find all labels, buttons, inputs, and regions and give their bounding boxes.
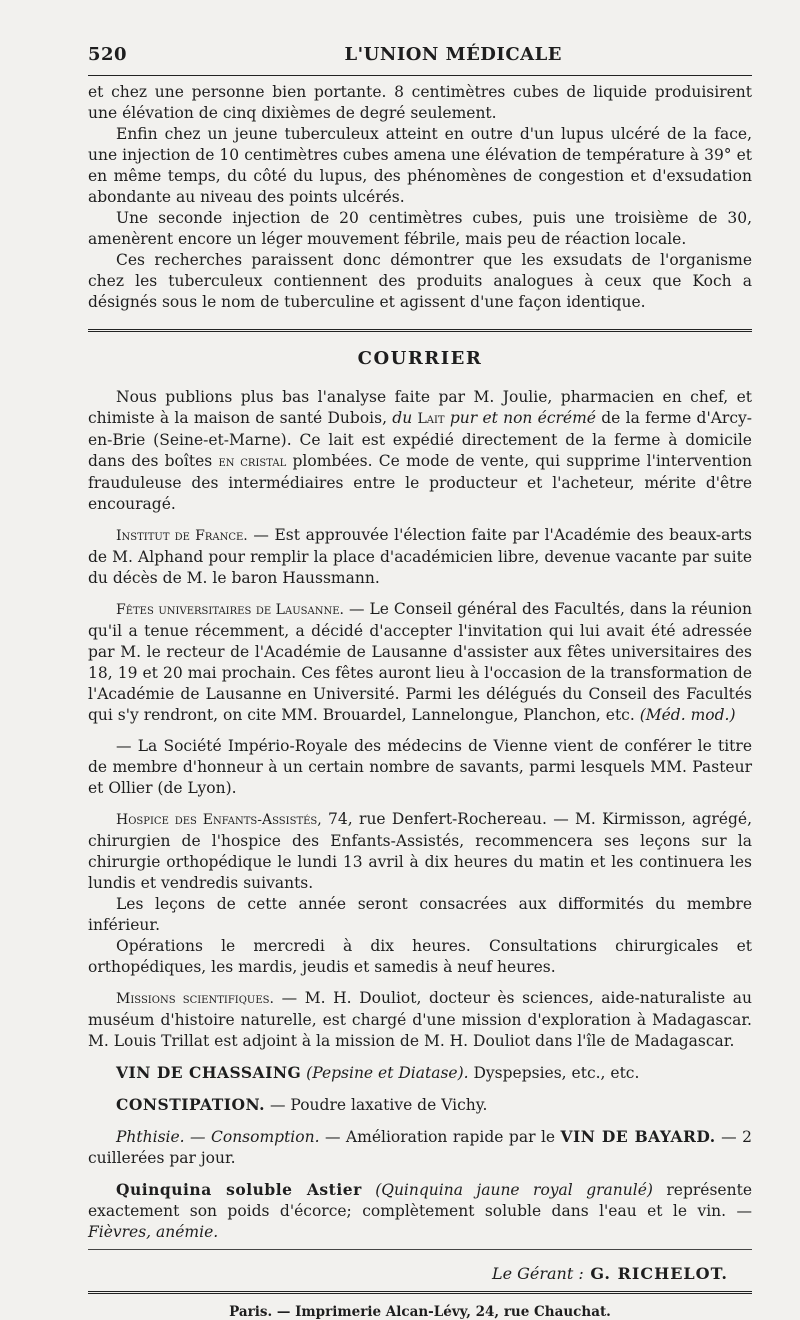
ad-brand: Quinquina soluble Astier	[116, 1180, 362, 1199]
separator-rule	[88, 1249, 752, 1250]
signature-name: G. RICHELOT.	[583, 1264, 728, 1283]
advertisement	[88, 1179, 752, 1243]
section-title: COURRIER	[357, 348, 483, 369]
text-run: Fièvres, anémie.	[88, 1223, 219, 1241]
running-header	[88, 44, 752, 65]
item-lead: Fêtes universitaires de Lausanne.	[116, 602, 344, 618]
text-run: Dyspepsies, etc., etc.	[468, 1064, 640, 1082]
header-rule	[88, 75, 752, 76]
text-run: — Amélioration rapide par le	[319, 1128, 561, 1146]
text-run: — Poudre laxative de Vichy.	[265, 1096, 488, 1114]
item-lead: Missions scientifiques.	[116, 991, 274, 1007]
ad-brand: VIN DE BAYARD.	[560, 1127, 716, 1146]
paragraph: Une seconde injection de 20 centimètres cubes, puis une troisième de 30, amenèrent encore un léger mouvement fébrile, mais peu de réaction locale.	[88, 209, 752, 248]
text-run: Phthisie. — Consomption.	[116, 1128, 320, 1146]
item-lead: Hospice des Enfants-Assistés,	[116, 812, 322, 828]
text-run: plombées. Ce mode de vente, qui supprime l'intervention frauduleuse des intermédiaires entre le producteur et l'acheteur, mérite d'être encouragé.	[88, 452, 753, 513]
text-run: — M. H. Douliot, docteur ès sciences, aide-naturaliste au muséum d'histoire naturelle, est chargé d'une mission d'exploration à Madagascar. M. Louis Trillat est adjoint à la mission de M. H. Douliot dans l'île de Madagascar.	[88, 989, 753, 1050]
advertisement	[88, 1094, 752, 1116]
paragraph: et chez une personne bien portante. 8 centimètres cubes de liquide produisirent une élévation de cinq dixièmes de degré seulement.	[88, 83, 752, 122]
text-run: 74, rue Denfert-Rochereau. — M. Kirmisson, agrégé, chirurgien de l'hospice des Enfants-Assistés, recommencera ses leçons sur la chirurgie orthopédique le lundi 13 avril à dix heures du matin et les continuera les lundis et vendredis suivants.	[88, 810, 752, 892]
ad-brand: VIN DE CHASSAING	[116, 1063, 302, 1082]
news-item	[88, 988, 752, 1052]
text-run: Lait	[417, 411, 445, 427]
paragraph: Enfin chez un jeune tuberculeux atteint en outre d'un lupus ulcéré de la face, une injection de 10 centimètres cubes amena une élévation de température à 39° et en même temps, du côté du lupus, des phénomènes de congestion et d'exsudation abondante au niveau des points ulcérés.	[88, 125, 752, 206]
page-number: 520	[88, 44, 128, 65]
news-item	[88, 809, 752, 894]
news-item	[88, 599, 752, 726]
text-run: en cristal	[218, 454, 287, 470]
text-run: Nous publions plus bas l'analyse faite par M. Joulie, pharmacien en chef, et chimiste à la maison de santé Dubois,	[88, 388, 752, 427]
text-run: (Quinquina jaune royal granulé)	[361, 1181, 653, 1199]
signature-label: Le Gérant :	[491, 1264, 584, 1283]
signature	[88, 1264, 728, 1283]
text-run: (Pepsine et Diatase).	[301, 1064, 469, 1082]
ad-brand: CONSTIPATION.	[116, 1095, 266, 1114]
news-item	[88, 387, 752, 515]
paragraph: Ces recherches paraissent donc démontrer que les exsudats de l'organisme chez les tuberculeux contiennent des produits analogues à ceux que Koch a désignés sous le nom de tuberculine et agissent d'une façon identique.	[88, 251, 752, 311]
text-run: pur et non écrémé	[449, 409, 596, 427]
news-item: — La Société Império-Royale des médecins de Vienne vient de conférer le titre de membre d'honneur à un certain nombre de savants, parmi lesquels MM. Pasteur et Ollier (de Lyon).	[88, 737, 752, 797]
text-run: — Le Conseil général des Facultés, dans la réunion qu'il a tenue récemment, a décidé d'accepter l'invitation qui lui avait été adressée par M. le recteur de l'Académie de Lausanne d'assister aux fêtes universitaires des 18, 19 et 20 mai prochain. Ces fêtes auront lieu à l'occasion de la transformation de l'Académie de Lausanne en Université. Parmi les délégués du Conseil des Facultés qui s'y rendront, on cite MM. Brouardel, Lannelongue, Planchon, etc.	[88, 600, 752, 724]
printer-imprint: Paris. — Imprimerie Alcan-Lévy, 24, rue Chauchat.	[229, 1304, 611, 1320]
footer-rule	[88, 1291, 752, 1294]
text-run: du	[392, 409, 413, 427]
section-divider	[88, 329, 752, 332]
paragraph: Les leçons de cette année seront consacrées aux difformités du membre inférieur.	[88, 895, 752, 934]
item-lead: Institut de France.	[116, 528, 248, 544]
text-run: de la ferme d'Arcy-en-Brie (Seine-et-Marne). Ce lait est expédié directement de la ferme à domicile dans des boîtes	[88, 409, 752, 470]
text-run: représente exactement son poids d'écorce; complètement soluble dans l'eau et le vin. —	[88, 1181, 752, 1220]
news-item	[88, 525, 752, 589]
journal-title: L'UNION MÉDICALE	[344, 44, 562, 65]
advertisement	[88, 1062, 752, 1084]
advertisement	[88, 1126, 752, 1169]
text-run: — Est approuvée l'élection faite par l'Académie des beaux-arts de M. Alphand pour remplir la place d'académicien libre, devenue vacante par suite du décès de M. le baron Haussmann.	[88, 526, 753, 587]
text-run: — 2 cuillerées par jour.	[88, 1128, 752, 1167]
paragraph: Opérations le mercredi à dix heures. Consultations chirurgicales et orthopédiques, les mardis, jeudis et samedis à neuf heures.	[88, 937, 752, 976]
source-citation: (Méd. mod.)	[639, 706, 736, 724]
